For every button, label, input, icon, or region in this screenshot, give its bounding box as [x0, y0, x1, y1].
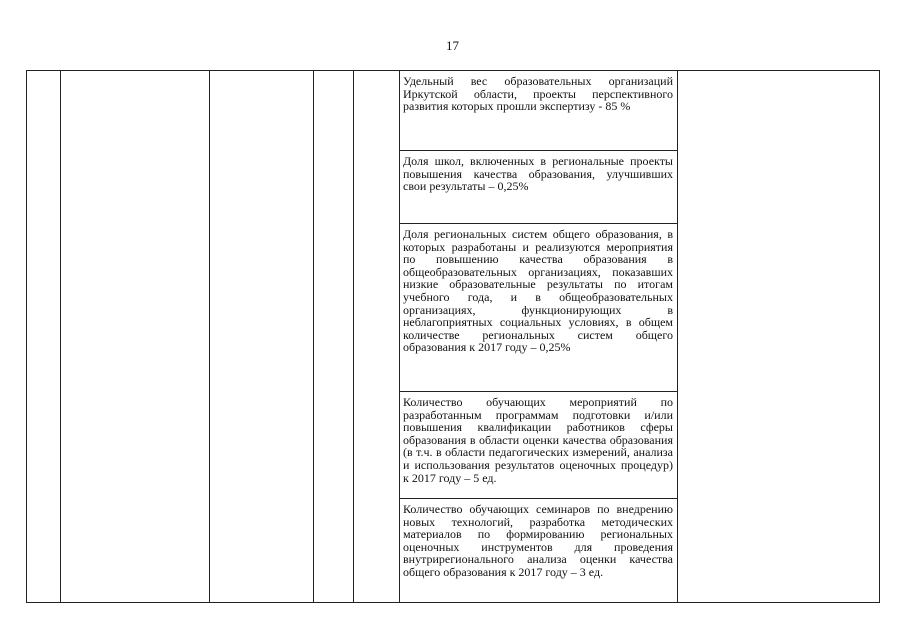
- page-number: 17: [446, 38, 459, 53]
- column-divider-2: [209, 71, 210, 602]
- column-divider-3: [313, 71, 314, 602]
- indicator-cell-2: Доля школ, включенных в региональные проекты повышения качества образования, улучшивших свои результаты – 0,25%: [403, 154, 673, 194]
- indicator-cell-4: Количество обучающих мероприятий по разработанным программам подготовки и/или повышения квалификации работников сферы образования в области оценки качества образования (в т.ч. в области педагогических измерений, анализа и использования результатов оценочных процедур) к 2017 году – 5 ед.: [403, 395, 673, 485]
- column-divider-4: [353, 71, 354, 602]
- indicator-cell-1: Удельный вес образовательных организаций Иркутской области, проекты перспективного развития которых прошли экспертизу - 85 %: [403, 74, 673, 114]
- column-divider-6: [677, 71, 678, 602]
- indicator-cell-3: Доля региональных систем общего образования, в которых разработаны и реализуются мероприятия по повышению качества образования в общеобразовательных организациях, показавших низкие образовательные результаты по итогам учебного года, и в общеобразовательных организациях, функционирующих в неблагоприятных социальных условиях, в общем количестве региональных систем общего образования к 2017 году – 0,25%: [403, 227, 673, 355]
- indicator-cell-5: Количество обучающих семинаров по внедрению новых технологий, разработка методических материалов по формированию региональных оценочных инструментов для проведения внутрирегионального анализа оценки качества общего образования к 2017 году – 3 ед.: [403, 502, 673, 579]
- column-divider-1: [60, 71, 61, 602]
- indicators-table: [26, 70, 880, 603]
